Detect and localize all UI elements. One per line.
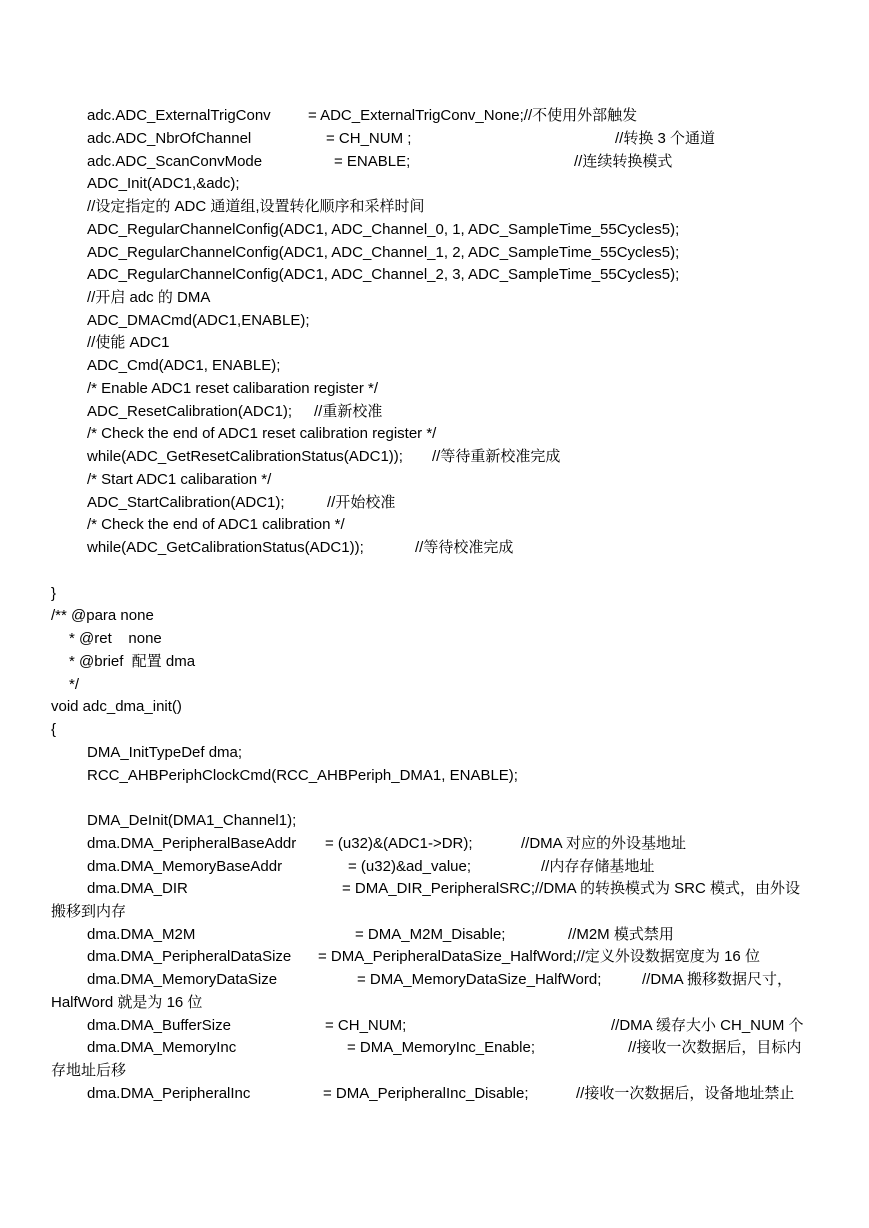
- code-text: void adc_dma_init(): [51, 698, 182, 715]
- code-text: ADC_RegularChannelConfig(ADC1, ADC_Channel_2, 3, ADC_SampleTime_55Cycles5);: [87, 266, 680, 283]
- code-comment: HalfWord 就是为 16 位: [51, 994, 203, 1011]
- code-comment: /** @para none: [51, 607, 154, 624]
- code-text: = DMA_PeripheralDataSize_HalfWord;//定义外设数据宽度为 16 位: [318, 948, 760, 965]
- code-comment: //开始校准: [327, 494, 396, 511]
- code-text: = ENABLE;: [334, 153, 411, 170]
- code-text: ADC_RegularChannelConfig(ADC1, ADC_Channel_1, 2, ADC_SampleTime_55Cycles5);: [87, 244, 680, 261]
- code-text: while(ADC_GetCalibrationStatus(ADC1));: [87, 539, 364, 556]
- code-text: dma.DMA_M2M: [87, 926, 196, 943]
- code-comment: //DMA 搬移数据尺寸，: [642, 971, 793, 988]
- code-text: DMA_DeInit(DMA1_Channel1);: [87, 812, 297, 829]
- code-text: ADC_StartCalibration(ADC1);: [87, 494, 285, 511]
- code-comment: //接收一次数据后，目标内: [628, 1039, 802, 1056]
- code-text: dma.DMA_PeripheralBaseAddr: [87, 835, 297, 852]
- code-text: while(ADC_GetResetCalibrationStatus(ADC1));: [87, 448, 403, 465]
- code-text: = CH_NUM;: [325, 1017, 407, 1034]
- code-text: = (u32)&ad_value;: [348, 858, 472, 875]
- code-comment: /* Enable ADC1 reset calibaration register */: [87, 380, 378, 397]
- code-line: [51, 1061, 127, 1121]
- code-text: = CH_NUM ;: [326, 130, 412, 147]
- code-comment: //连续转换模式: [574, 153, 673, 170]
- code-text: ADC_ResetCalibration(ADC1);: [87, 403, 293, 420]
- code-comment: 搬移到内存: [51, 903, 127, 920]
- code-text: dma.DMA_DIR: [87, 880, 188, 897]
- code-line: [51, 720, 68, 780]
- code-comment: * @ret none: [69, 630, 162, 647]
- code-text: }: [51, 585, 57, 602]
- code-comment: //M2M 模式禁用: [568, 926, 674, 943]
- code-comment: //接收一次数据后，设备地址禁止: [576, 1085, 795, 1102]
- code-comment: //重新校准: [314, 403, 383, 420]
- code-comment: /* Check the end of ADC1 reset calibration register */: [87, 425, 437, 442]
- code-text: DMA_InitTypeDef dma;: [87, 744, 243, 761]
- code-text: = DMA_MemoryInc_Enable;: [347, 1039, 535, 1056]
- code-text: adc.ADC_ScanConvMode: [87, 153, 263, 170]
- code-text: = (u32)&(ADC1->DR);: [325, 835, 473, 852]
- code-text: {: [51, 721, 57, 738]
- code-text: dma.DMA_BufferSize: [87, 1017, 231, 1034]
- code-text: ADC_Init(ADC1,&adc);: [87, 175, 240, 192]
- code-comment: //内存存储基地址: [541, 858, 655, 875]
- code-comment: //转换 3 个通道: [615, 130, 716, 147]
- code-comment: //DMA 对应的外设基地址: [521, 835, 687, 852]
- code-text: ADC_RegularChannelConfig(ADC1, ADC_Channel_0, 1, ADC_SampleTime_55Cycles5);: [87, 221, 680, 238]
- code-text: = DMA_DIR_PeripheralSRC;//DMA 的转换模式为 SRC 模式，由外设: [342, 880, 800, 897]
- code-text: ADC_DMACmd(ADC1,ENABLE);: [87, 312, 310, 329]
- code-text: RCC_AHBPeriphClockCmd(RCC_AHBPeriph_DMA1, ENABLE);: [87, 767, 518, 784]
- code-text: dma.DMA_MemoryDataSize: [87, 971, 278, 988]
- code-comment: 存地址后移: [51, 1062, 127, 1079]
- code-comment: /* Start ADC1 calibaration */: [87, 471, 272, 488]
- code-text: adc.ADC_NbrOfChannel: [87, 130, 252, 147]
- code-comment: * @brief 配置 dma: [69, 653, 196, 670]
- code-text: dma.DMA_PeripheralInc: [87, 1085, 251, 1102]
- code-comment: /* Check the end of ADC1 calibration */: [87, 516, 345, 533]
- code-comment: //设定指定的 ADC 通道组,设置转化顺序和采样时间: [87, 198, 425, 215]
- code-line: [51, 902, 127, 962]
- code-text: ADC_Cmd(ADC1, ENABLE);: [87, 357, 281, 374]
- code-text: dma.DMA_MemoryBaseAddr: [87, 858, 283, 875]
- code-comment: //DMA 缓存大小 CH_NUM 个: [611, 1017, 804, 1034]
- code-text: = ADC_ExternalTrigConv_None;//不使用外部触发: [308, 107, 638, 124]
- code-text: adc.ADC_ExternalTrigConv: [87, 107, 271, 124]
- code-text: = DMA_M2M_Disable;: [355, 926, 506, 943]
- code-text: = DMA_MemoryDataSize_HalfWord;: [357, 971, 602, 988]
- code-comment: //等待校准完成: [415, 539, 514, 556]
- code-line: [87, 1084, 795, 1184]
- code-text: = DMA_PeripheralInc_Disable;: [323, 1085, 529, 1102]
- code-text: dma.DMA_MemoryInc: [87, 1039, 237, 1056]
- code-comment: //等待重新校准完成: [432, 448, 561, 465]
- code-comment: //使能 ADC1: [87, 334, 170, 351]
- code-text: dma.DMA_PeripheralDataSize: [87, 948, 292, 965]
- code-comment: //开启 adc 的 DMA: [87, 289, 211, 306]
- code-comment: */: [69, 676, 80, 693]
